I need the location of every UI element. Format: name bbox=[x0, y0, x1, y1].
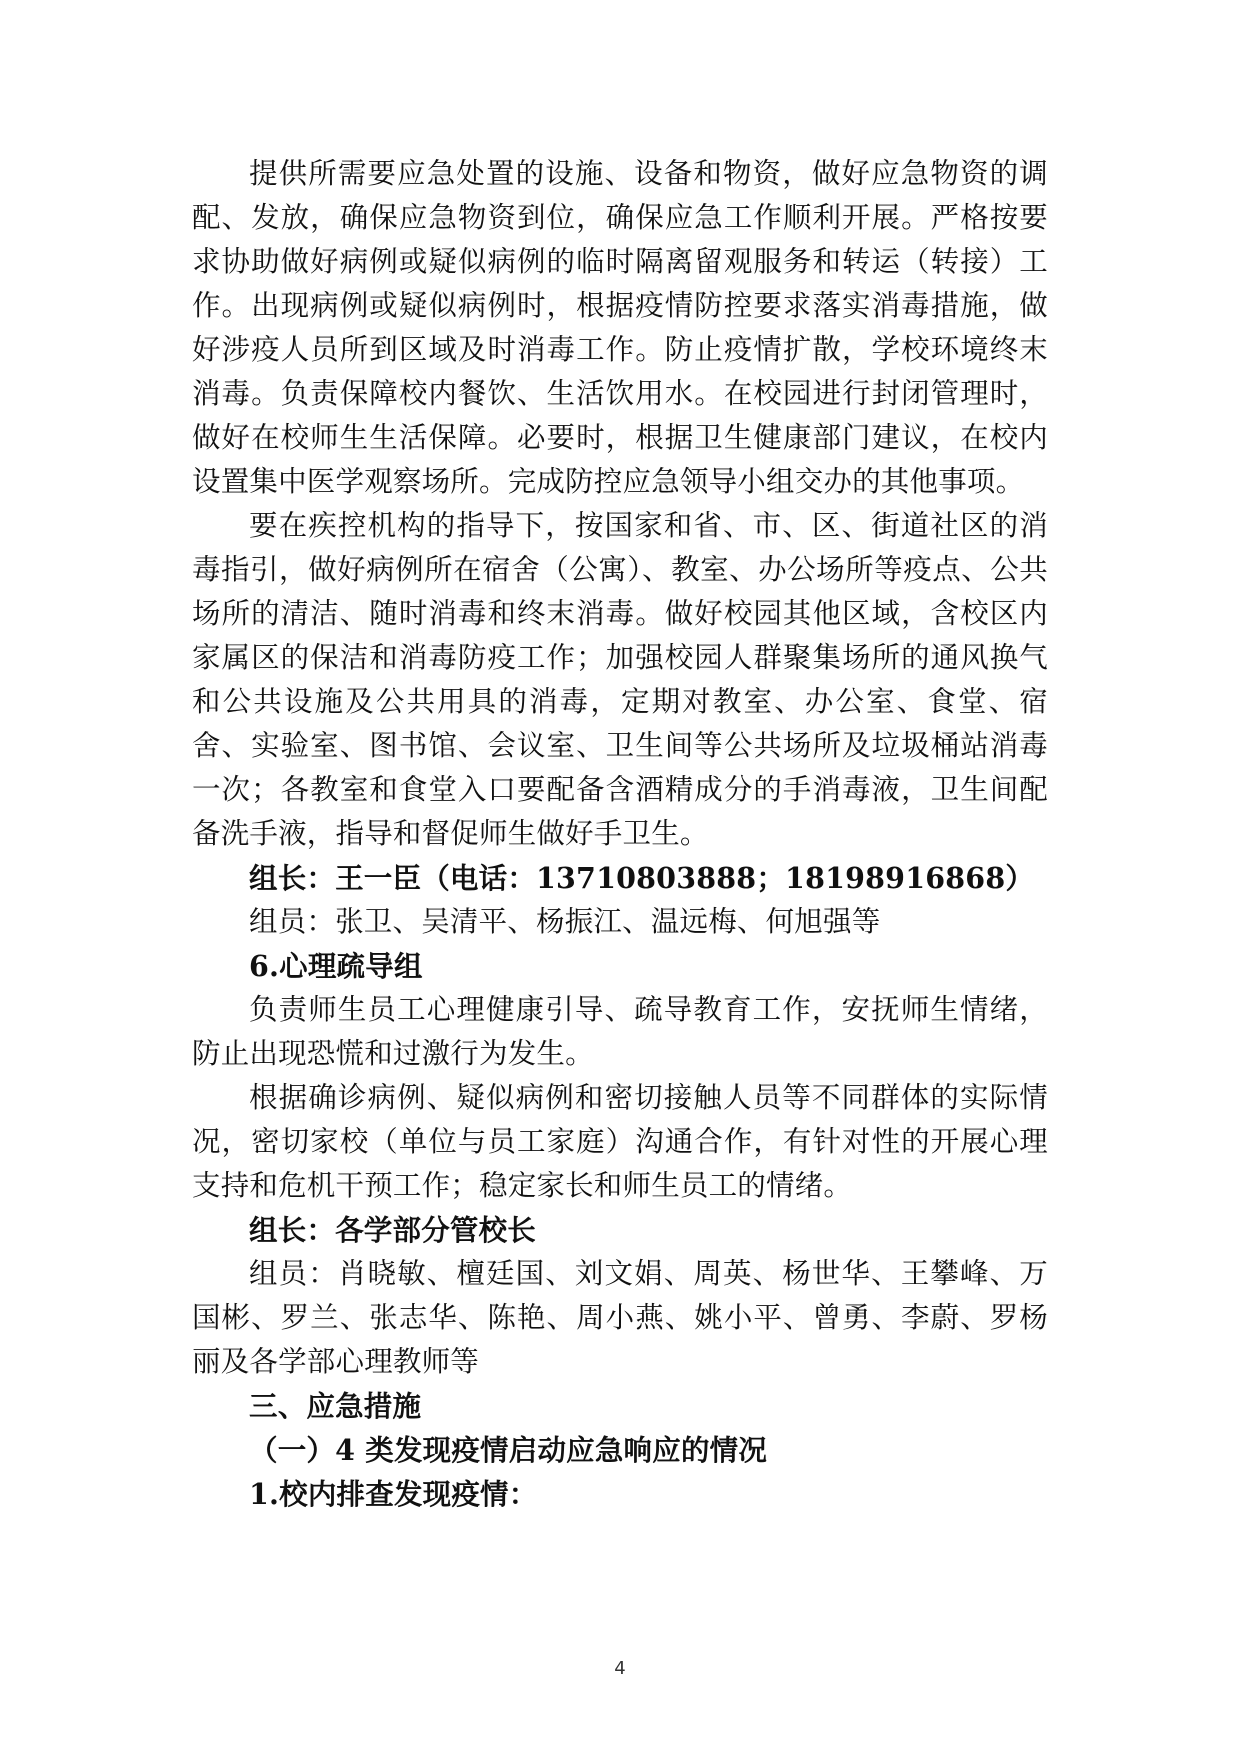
group-leader-line: 组长：各学部分管校长 bbox=[249, 1213, 537, 1247]
section-heading-emergency-measures: 三、应急措施 bbox=[249, 1389, 422, 1423]
item-heading: 1.校内排查发现疫情： bbox=[249, 1477, 538, 1511]
paragraph-psych-duties: 负责师生员工心理健康引导、疏导教育工作，安抚师生情绪，防止出现恐慌和过激行为发生。 bbox=[192, 993, 1048, 1070]
section-heading-psychological-group: 6.心理疏导组 bbox=[249, 949, 423, 983]
paragraph-disinfection-duties: 要在疾控机构的指导下，按国家和省、市、区、街道社区的消毒指引，做好病例所在宿舍（公寓）、教室、办公场所等疫点、公共场所的清洁、随时消毒和终末消毒。做好校园其他区域，含校区内家属区的保洁和消毒防疫工作；加强校园人群聚集场所的通风换气和公共设施及公共用具的消毒，定期对教室、办公室、食堂、宿舍、实验室、图书馆、会议室、卫生间等公共场所及垃圾桶站消毒一次；各教室和食堂入口要配备含酒精成分的手消毒液，卫生间配备洗手液，指导和督促师生做好手卫生。 bbox=[192, 509, 1048, 850]
group-members-line: 组员：肖晓敏、檀廷国、刘文娟、周英、杨世华、王攀峰、万国彬、罗兰、张志华、陈艳、周小燕、姚小平、曾勇、李蔚、罗杨丽及各学部心理教师等 bbox=[192, 1257, 1048, 1378]
page-number: 4 bbox=[614, 1658, 626, 1679]
group-members-line: 组员：张卫、吴清平、杨振江、温远梅、何旭强等 bbox=[249, 905, 881, 938]
subsection-heading: （一）4 类发现疫情启动应急响应的情况 bbox=[249, 1433, 768, 1467]
paragraph-supplies-duties: 提供所需要应急处置的设施、设备和物资，做好应急物资的调配、发放，确保应急物资到位，确保应急工作顺利开展。严格按要求协助做好病例或疑似病例的临时隔离留观服务和转运（转接）工作。出现病例或疑似病例时，根据疫情防控要求落实消毒措施，做好涉疫人员所到区域及时消毒工作。防止疫情扩散，学校环境终末消毒。负责保障校内餐饮、生活饮用水。在校园进行封闭管理时，做好在校师生生活保障。必要时，根据卫生健康部门建议，在校内设置集中医学观察场所。完成防控应急领导小组交办的其他事项。 bbox=[192, 157, 1048, 498]
document-body bbox=[192, 152, 1048, 1516]
group-leader-line: 组长：王一臣（电话：13710803888；18198916868） bbox=[249, 861, 1035, 895]
paragraph-psych-support: 根据确诊病例、疑似病例和密切接触人员等不同群体的实际情况，密切家校（单位与员工家庭）沟通合作，有针对性的开展心理支持和危机干预工作；稳定家长和师生员工的情绪。 bbox=[192, 1081, 1048, 1202]
